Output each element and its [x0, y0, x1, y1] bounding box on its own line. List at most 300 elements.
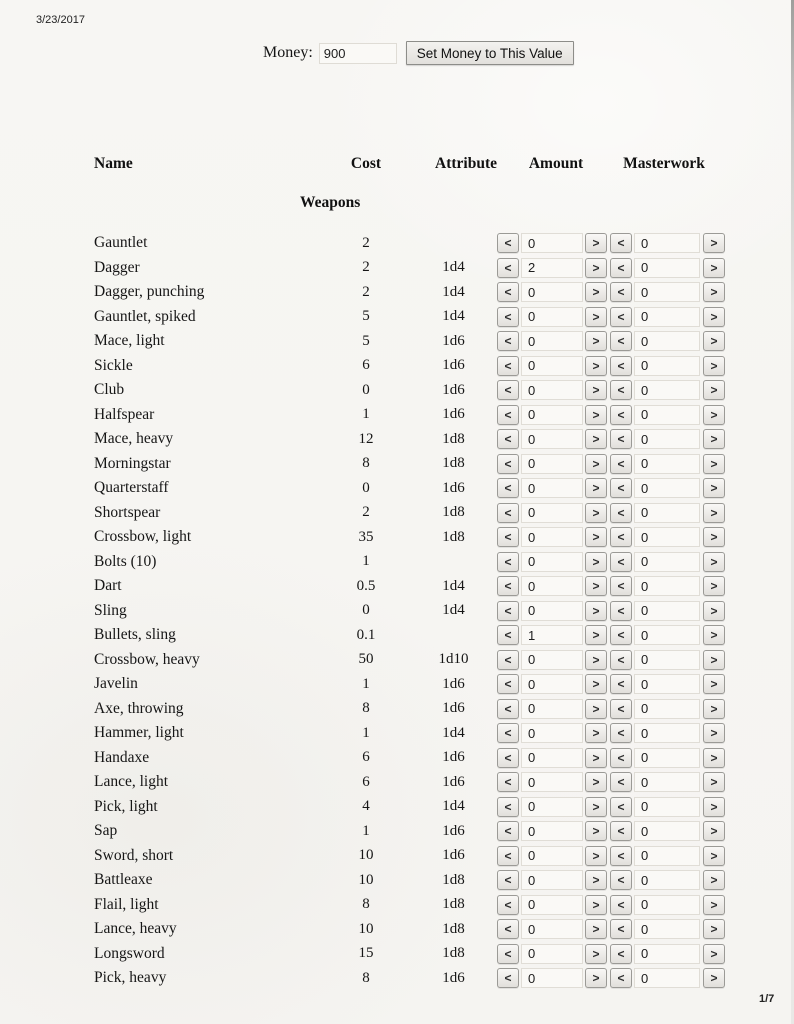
amount-decrement-button[interactable]: < [497, 503, 519, 523]
amount-stepper [497, 527, 607, 547]
masterwork-increment-button[interactable]: > [703, 552, 725, 572]
masterwork-increment-button[interactable]: > [703, 846, 725, 866]
item-attribute: 1d4 [442, 724, 465, 741]
amount-increment-button[interactable]: > [585, 919, 607, 939]
masterwork-decrement-button[interactable]: < [610, 576, 632, 596]
masterwork-value[interactable] [634, 625, 700, 645]
amount-increment-button[interactable]: > [585, 650, 607, 670]
table-row [94, 844, 754, 869]
masterwork-stepper [610, 552, 725, 572]
item-attribute: 1d6 [442, 700, 465, 717]
amount-decrement-button[interactable]: < [497, 552, 519, 572]
masterwork-increment-button[interactable]: > [703, 968, 725, 988]
amount-decrement-button[interactable]: < [497, 797, 519, 817]
item-attribute: 1d4 [442, 259, 465, 276]
amount-decrement-button[interactable]: < [497, 527, 519, 547]
masterwork-increment-button[interactable]: > [703, 870, 725, 890]
amount-stepper [497, 380, 607, 400]
masterwork-increment-button[interactable]: > [703, 919, 725, 939]
amount-value[interactable] [521, 846, 583, 866]
masterwork-increment-button[interactable]: > [703, 723, 725, 743]
masterwork-decrement-button[interactable]: < [610, 258, 632, 278]
masterwork-value[interactable] [634, 576, 700, 596]
print-date: 3/23/2017 [36, 14, 85, 26]
amount-stepper [497, 650, 607, 670]
masterwork-decrement-button[interactable]: < [610, 870, 632, 890]
amount-increment-button[interactable]: > [585, 478, 607, 498]
item-cost: 1 [362, 675, 370, 692]
item-name: Gauntlet, spiked [94, 307, 196, 325]
amount-value[interactable] [521, 503, 583, 523]
amount-value[interactable] [521, 576, 583, 596]
amount-increment-button[interactable]: > [585, 233, 607, 253]
table-row [94, 623, 754, 648]
masterwork-value[interactable] [634, 870, 700, 890]
amount-decrement-button[interactable]: < [497, 919, 519, 939]
amount-increment-button[interactable]: > [585, 307, 607, 327]
amount-stepper [497, 748, 607, 768]
masterwork-decrement-button[interactable]: < [610, 429, 632, 449]
masterwork-decrement-button[interactable]: < [610, 944, 632, 964]
item-name: Sword, short [94, 846, 174, 864]
masterwork-increment-button[interactable]: > [703, 233, 725, 253]
masterwork-value[interactable] [634, 331, 700, 351]
amount-decrement-button[interactable]: < [497, 968, 519, 988]
item-cost: 50 [358, 651, 374, 668]
set-money-button[interactable]: Set Money to This Value [406, 41, 574, 65]
masterwork-decrement-button[interactable]: < [610, 405, 632, 425]
item-name: Mace, heavy [94, 430, 174, 448]
table-row [94, 917, 754, 942]
masterwork-value[interactable] [634, 846, 700, 866]
amount-increment-button[interactable]: > [585, 870, 607, 890]
item-name: Sickle [94, 356, 133, 374]
item-cost: 12 [358, 430, 374, 447]
masterwork-decrement-button[interactable]: < [610, 282, 632, 302]
masterwork-increment-button[interactable]: > [703, 478, 725, 498]
masterwork-decrement-button[interactable]: < [610, 527, 632, 547]
masterwork-decrement-button[interactable]: < [610, 233, 632, 253]
amount-decrement-button[interactable]: < [497, 821, 519, 841]
amount-decrement-button[interactable]: < [497, 429, 519, 449]
amount-decrement-button[interactable]: < [497, 674, 519, 694]
masterwork-value[interactable] [634, 723, 700, 743]
table-row [94, 770, 754, 795]
masterwork-increment-button[interactable]: > [703, 625, 725, 645]
table-row [94, 378, 754, 403]
amount-increment-button[interactable]: > [585, 282, 607, 302]
item-name: Pick, light [94, 797, 158, 815]
amount-decrement-button[interactable]: < [497, 233, 519, 253]
amount-increment-button[interactable]: > [585, 356, 607, 376]
amount-value[interactable] [521, 748, 583, 768]
masterwork-value[interactable] [634, 821, 700, 841]
masterwork-value[interactable] [634, 307, 700, 327]
column-header-cost: Cost [350, 155, 382, 172]
masterwork-stepper [610, 233, 725, 253]
amount-decrement-button[interactable]: < [497, 478, 519, 498]
amount-decrement-button[interactable]: < [497, 870, 519, 890]
amount-stepper [497, 895, 607, 915]
amount-increment-button[interactable]: > [585, 723, 607, 743]
amount-increment-button[interactable]: > [585, 429, 607, 449]
amount-value[interactable] [521, 870, 583, 890]
masterwork-value[interactable] [634, 650, 700, 670]
amount-value[interactable] [521, 307, 583, 327]
masterwork-stepper [610, 846, 725, 866]
masterwork-decrement-button[interactable]: < [610, 846, 632, 866]
amount-decrement-button[interactable]: < [497, 895, 519, 915]
masterwork-decrement-button[interactable]: < [610, 552, 632, 572]
item-attribute: 1d10 [438, 651, 469, 668]
masterwork-value[interactable] [634, 356, 700, 376]
amount-value[interactable] [521, 233, 583, 253]
masterwork-decrement-button[interactable]: < [610, 380, 632, 400]
masterwork-decrement-button[interactable]: < [610, 699, 632, 719]
item-attribute: 1d4 [442, 308, 465, 325]
masterwork-increment-button[interactable]: > [703, 699, 725, 719]
masterwork-decrement-button[interactable]: < [610, 772, 632, 792]
amount-value[interactable] [521, 405, 583, 425]
amount-increment-button[interactable]: > [585, 552, 607, 572]
masterwork-increment-button[interactable]: > [703, 601, 725, 621]
amount-increment-button[interactable]: > [585, 944, 607, 964]
masterwork-value[interactable] [634, 674, 700, 694]
item-cost: 1 [362, 553, 370, 570]
amount-stepper [497, 282, 607, 302]
amount-value[interactable] [521, 258, 583, 278]
item-cost: 0 [362, 381, 370, 398]
amount-value[interactable] [521, 723, 583, 743]
item-attribute: 1d8 [442, 871, 465, 888]
item-attribute: 1d8 [442, 430, 465, 447]
item-cost: 5 [362, 308, 370, 325]
masterwork-value[interactable] [634, 797, 700, 817]
item-attribute: 1d6 [442, 357, 465, 374]
amount-increment-button[interactable]: > [585, 601, 607, 621]
amount-decrement-button[interactable]: < [497, 331, 519, 351]
amount-increment-button[interactable]: > [585, 258, 607, 278]
masterwork-decrement-button[interactable]: < [610, 331, 632, 351]
item-name: Flail, light [94, 895, 159, 913]
masterwork-value[interactable] [634, 478, 700, 498]
amount-stepper [497, 919, 607, 939]
masterwork-value[interactable] [634, 772, 700, 792]
amount-increment-button[interactable]: > [585, 846, 607, 866]
masterwork-decrement-button[interactable]: < [610, 797, 632, 817]
amount-value[interactable] [521, 282, 583, 302]
amount-increment-button[interactable]: > [585, 772, 607, 792]
amount-value[interactable] [521, 601, 583, 621]
masterwork-value[interactable] [634, 405, 700, 425]
amount-increment-button[interactable]: > [585, 331, 607, 351]
item-cost: 35 [358, 528, 374, 545]
amount-increment-button[interactable]: > [585, 674, 607, 694]
masterwork-decrement-button[interactable]: < [610, 503, 632, 523]
amount-decrement-button[interactable]: < [497, 944, 519, 964]
amount-value[interactable] [521, 797, 583, 817]
masterwork-increment-button[interactable]: > [703, 797, 725, 817]
amount-decrement-button[interactable]: < [497, 282, 519, 302]
masterwork-value[interactable] [634, 919, 700, 939]
amount-increment-button[interactable]: > [585, 527, 607, 547]
masterwork-value[interactable] [634, 282, 700, 302]
masterwork-decrement-button[interactable]: < [610, 650, 632, 670]
amount-decrement-button[interactable]: < [497, 258, 519, 278]
item-attribute: 1d6 [442, 332, 465, 349]
masterwork-increment-button[interactable]: > [703, 356, 725, 376]
table-row [94, 819, 754, 844]
amount-increment-button[interactable]: > [585, 503, 607, 523]
amount-stepper [497, 307, 607, 327]
item-attribute: 1d4 [442, 283, 465, 300]
item-attribute: 1d8 [442, 528, 465, 545]
table-row [94, 697, 754, 722]
masterwork-stepper [610, 748, 725, 768]
item-name: Longsword [94, 944, 165, 962]
page-indicator: 1/7 [759, 993, 775, 1005]
amount-increment-button[interactable]: > [585, 748, 607, 768]
masterwork-stepper [610, 356, 725, 376]
masterwork-value[interactable] [634, 380, 700, 400]
masterwork-increment-button[interactable]: > [703, 772, 725, 792]
amount-decrement-button[interactable]: < [497, 601, 519, 621]
masterwork-decrement-button[interactable]: < [610, 895, 632, 915]
masterwork-stepper [610, 919, 725, 939]
amount-decrement-button[interactable]: < [497, 699, 519, 719]
table-row [94, 354, 754, 379]
section-title-weapons: Weapons [300, 194, 361, 211]
masterwork-increment-button[interactable]: > [703, 307, 725, 327]
masterwork-decrement-button[interactable]: < [610, 968, 632, 988]
masterwork-increment-button[interactable]: > [703, 454, 725, 474]
masterwork-decrement-button[interactable]: < [610, 625, 632, 645]
amount-increment-button[interactable]: > [585, 699, 607, 719]
amount-increment-button[interactable]: > [585, 405, 607, 425]
amount-increment-button[interactable]: > [585, 821, 607, 841]
amount-stepper [497, 429, 607, 449]
amount-decrement-button[interactable]: < [497, 846, 519, 866]
masterwork-increment-button[interactable]: > [703, 944, 725, 964]
amount-value[interactable] [521, 454, 583, 474]
item-attribute: 1d8 [442, 920, 465, 937]
masterwork-stepper [610, 625, 725, 645]
item-name: Lance, heavy [94, 920, 177, 938]
amount-value[interactable] [521, 895, 583, 915]
item-name: Pick, heavy [94, 969, 167, 987]
item-cost: 0 [362, 602, 370, 619]
item-name: Bolts (10) [94, 552, 157, 570]
item-name: Sling [94, 601, 127, 619]
amount-stepper [497, 331, 607, 351]
table-row [94, 942, 754, 967]
masterwork-value[interactable] [634, 944, 700, 964]
table-row [94, 550, 754, 575]
masterwork-decrement-button[interactable]: < [610, 454, 632, 474]
masterwork-decrement-button[interactable]: < [610, 919, 632, 939]
amount-value[interactable] [521, 944, 583, 964]
amount-decrement-button[interactable]: < [497, 454, 519, 474]
masterwork-value[interactable] [634, 429, 700, 449]
amount-value[interactable] [521, 821, 583, 841]
amount-decrement-button[interactable]: < [497, 576, 519, 596]
item-cost: 2 [362, 504, 370, 521]
amount-stepper [497, 576, 607, 596]
masterwork-value[interactable] [634, 258, 700, 278]
masterwork-decrement-button[interactable]: < [610, 821, 632, 841]
amount-decrement-button[interactable]: < [497, 380, 519, 400]
amount-value[interactable] [521, 429, 583, 449]
amount-value[interactable] [521, 380, 583, 400]
amount-value[interactable] [521, 552, 583, 572]
amount-stepper [497, 503, 607, 523]
amount-stepper [497, 233, 607, 253]
masterwork-decrement-button[interactable]: < [610, 748, 632, 768]
amount-stepper [497, 552, 607, 572]
amount-value[interactable] [521, 625, 583, 645]
amount-value[interactable] [521, 772, 583, 792]
masterwork-increment-button[interactable]: > [703, 821, 725, 841]
masterwork-stepper [610, 527, 725, 547]
amount-stepper [497, 478, 607, 498]
table-row [94, 868, 754, 893]
amount-decrement-button[interactable]: < [497, 650, 519, 670]
table-row [94, 329, 754, 354]
amount-decrement-button[interactable]: < [497, 748, 519, 768]
masterwork-value[interactable] [634, 699, 700, 719]
masterwork-increment-button[interactable]: > [703, 258, 725, 278]
amount-stepper [497, 405, 607, 425]
amount-value[interactable] [521, 699, 583, 719]
masterwork-increment-button[interactable]: > [703, 405, 725, 425]
item-attribute: 1d6 [442, 675, 465, 692]
amount-value[interactable] [521, 478, 583, 498]
table-row [94, 672, 754, 697]
amount-increment-button[interactable]: > [585, 454, 607, 474]
amount-value[interactable] [521, 674, 583, 694]
item-name: Sap [94, 822, 118, 840]
masterwork-increment-button[interactable]: > [703, 748, 725, 768]
masterwork-increment-button[interactable]: > [703, 331, 725, 351]
masterwork-value[interactable] [634, 895, 700, 915]
masterwork-value[interactable] [634, 454, 700, 474]
masterwork-stepper [610, 674, 725, 694]
masterwork-stepper [610, 405, 725, 425]
amount-increment-button[interactable]: > [585, 380, 607, 400]
masterwork-decrement-button[interactable]: < [610, 723, 632, 743]
amount-decrement-button[interactable]: < [497, 405, 519, 425]
masterwork-increment-button[interactable]: > [703, 282, 725, 302]
amount-value[interactable] [521, 356, 583, 376]
masterwork-increment-button[interactable]: > [703, 527, 725, 547]
item-cost: 1 [362, 406, 370, 423]
item-attribute: 1d8 [442, 455, 465, 472]
item-name: Mace, light [94, 332, 165, 350]
masterwork-value[interactable] [634, 503, 700, 523]
column-header-attribute: Attribute [435, 155, 497, 172]
item-name: Axe, throwing [94, 699, 184, 717]
amount-decrement-button[interactable]: < [497, 723, 519, 743]
table-row [94, 280, 754, 305]
masterwork-value[interactable] [634, 552, 700, 572]
masterwork-decrement-button[interactable]: < [610, 307, 632, 327]
amount-value[interactable] [521, 919, 583, 939]
masterwork-stepper [610, 821, 725, 841]
masterwork-stepper [610, 699, 725, 719]
amount-increment-button[interactable]: > [585, 797, 607, 817]
money-input[interactable] [319, 43, 397, 64]
masterwork-decrement-button[interactable]: < [610, 478, 632, 498]
amount-value[interactable] [521, 968, 583, 988]
amount-decrement-button[interactable]: < [497, 625, 519, 645]
masterwork-increment-button[interactable]: > [703, 650, 725, 670]
item-name: Hammer, light [94, 724, 184, 742]
item-name: Halfspear [94, 405, 155, 423]
amount-increment-button[interactable]: > [585, 968, 607, 988]
masterwork-value[interactable] [634, 233, 700, 253]
masterwork-stepper [610, 944, 725, 964]
item-name: Crossbow, light [94, 528, 192, 546]
masterwork-increment-button[interactable]: > [703, 674, 725, 694]
item-cost: 10 [358, 920, 374, 937]
item-attribute: 1d6 [442, 749, 465, 766]
masterwork-value[interactable] [634, 527, 700, 547]
masterwork-value[interactable] [634, 748, 700, 768]
amount-increment-button[interactable]: > [585, 895, 607, 915]
amount-value[interactable] [521, 527, 583, 547]
item-cost: 5 [362, 332, 370, 349]
item-attribute: 1d6 [442, 847, 465, 864]
masterwork-stepper [610, 895, 725, 915]
masterwork-value[interactable] [634, 601, 700, 621]
item-cost: 8 [362, 969, 370, 986]
amount-decrement-button[interactable]: < [497, 772, 519, 792]
item-cost: 6 [362, 357, 370, 374]
amount-stepper [497, 870, 607, 890]
item-cost: 8 [362, 700, 370, 717]
masterwork-decrement-button[interactable]: < [610, 356, 632, 376]
amount-value[interactable] [521, 331, 583, 351]
masterwork-stepper [610, 576, 725, 596]
masterwork-increment-button[interactable]: > [703, 429, 725, 449]
item-attribute: 1d6 [442, 773, 465, 790]
masterwork-increment-button[interactable]: > [703, 380, 725, 400]
item-name: Morningstar [94, 454, 171, 472]
masterwork-decrement-button[interactable]: < [610, 674, 632, 694]
amount-stepper [497, 454, 607, 474]
item-cost: 1 [362, 822, 370, 839]
masterwork-stepper [610, 478, 725, 498]
masterwork-stepper [610, 503, 725, 523]
amount-value[interactable] [521, 650, 583, 670]
amount-decrement-button[interactable]: < [497, 307, 519, 327]
masterwork-increment-button[interactable]: > [703, 503, 725, 523]
masterwork-stepper [610, 968, 725, 988]
item-attribute: 1d4 [442, 798, 465, 815]
masterwork-increment-button[interactable]: > [703, 576, 725, 596]
amount-increment-button[interactable]: > [585, 576, 607, 596]
amount-stepper [497, 625, 607, 645]
amount-decrement-button[interactable]: < [497, 356, 519, 376]
item-cost: 2 [362, 283, 370, 300]
masterwork-increment-button[interactable]: > [703, 895, 725, 915]
masterwork-decrement-button[interactable]: < [610, 601, 632, 621]
masterwork-value[interactable] [634, 968, 700, 988]
item-attribute: 1d4 [442, 577, 465, 594]
amount-increment-button[interactable]: > [585, 625, 607, 645]
item-cost: 6 [362, 749, 370, 766]
table-row [94, 966, 754, 991]
